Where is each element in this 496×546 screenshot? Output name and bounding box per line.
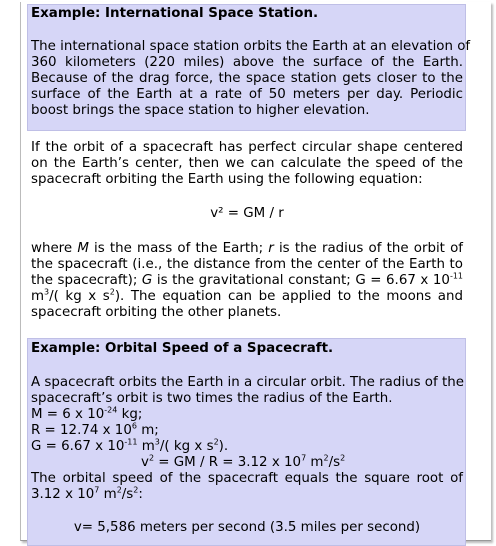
intro-line-3: spacecraft orbiting the Earth using the following equation:: [31, 172, 423, 187]
example2-line-7: 3.12 x $10^7$ $m^2/s^2$:: [31, 485, 143, 502]
explanation-line-1: where M is the mass of the Earth; r is the radius of the orbit of: [31, 241, 464, 256]
example2-title: Example: Orbital Speed of a Spacecraft.: [31, 341, 334, 356]
example2-result: v= 5,586 meters per second (3.5 miles per second): [73, 520, 421, 535]
intro-line-2: on the Earth’s center, then we can calculate the speed of the: [31, 156, 463, 171]
example1-line-4: surface of the Earth at a rate of 50 meters per day. Periodic: [31, 87, 463, 102]
example2-mass: M = 6 x $10^{-24}$ kg;: [31, 405, 143, 422]
example1-line-2: 360 kilometers (220 miles) above the surface of the Earth.: [31, 55, 463, 70]
intro-line-1: If the orbit of a spacecraft has perfect circular shape centered: [31, 140, 463, 155]
example2-line-1: A spacecraft orbits the Earth in a circular orbit. The radius of the: [31, 375, 464, 390]
example2-line-6: The orbital speed of the spacecraft equals the square root of: [31, 471, 463, 486]
explanation-line-2: the spacecraft (i.e., the distance from the center of the Earth to: [31, 257, 463, 272]
example2-line-2: spacecraft’s orbit is two times the radius of the Earth.: [31, 391, 393, 406]
example2-grav: G = 6.67 x $10^{-11}$ $m^3/$( kg x $s^2$).: [31, 437, 229, 454]
example1-line-5: boost brings the space station to higher elevation.: [31, 103, 370, 118]
example2-radius: R = 12.74 x $10^6$ m;: [31, 421, 159, 438]
example1-title: Example: International Space Station.: [31, 6, 319, 21]
example1-line-1: The international space station orbits the Earth at an elevation of: [31, 39, 471, 54]
example1-line-3: Because of the drag force, the space station gets closer to the: [31, 71, 463, 86]
example2-calc: $v^2$ = GM / R = 3.12 x $10^7$ $m^2/s^2$: [141, 453, 346, 470]
orbital-speed-equation: v² = GM / r: [210, 206, 284, 221]
explanation-line-5: spacecraft orbiting the other planets.: [31, 305, 282, 320]
explanation-line-4: $m^3/$( kg x $s^2$). The equation can be applied to the moons and: [31, 287, 463, 304]
explanation-line-3: the spacecraft); G is the gravitational constant; G = 6.67 x $10^{-11}$: [31, 271, 464, 288]
